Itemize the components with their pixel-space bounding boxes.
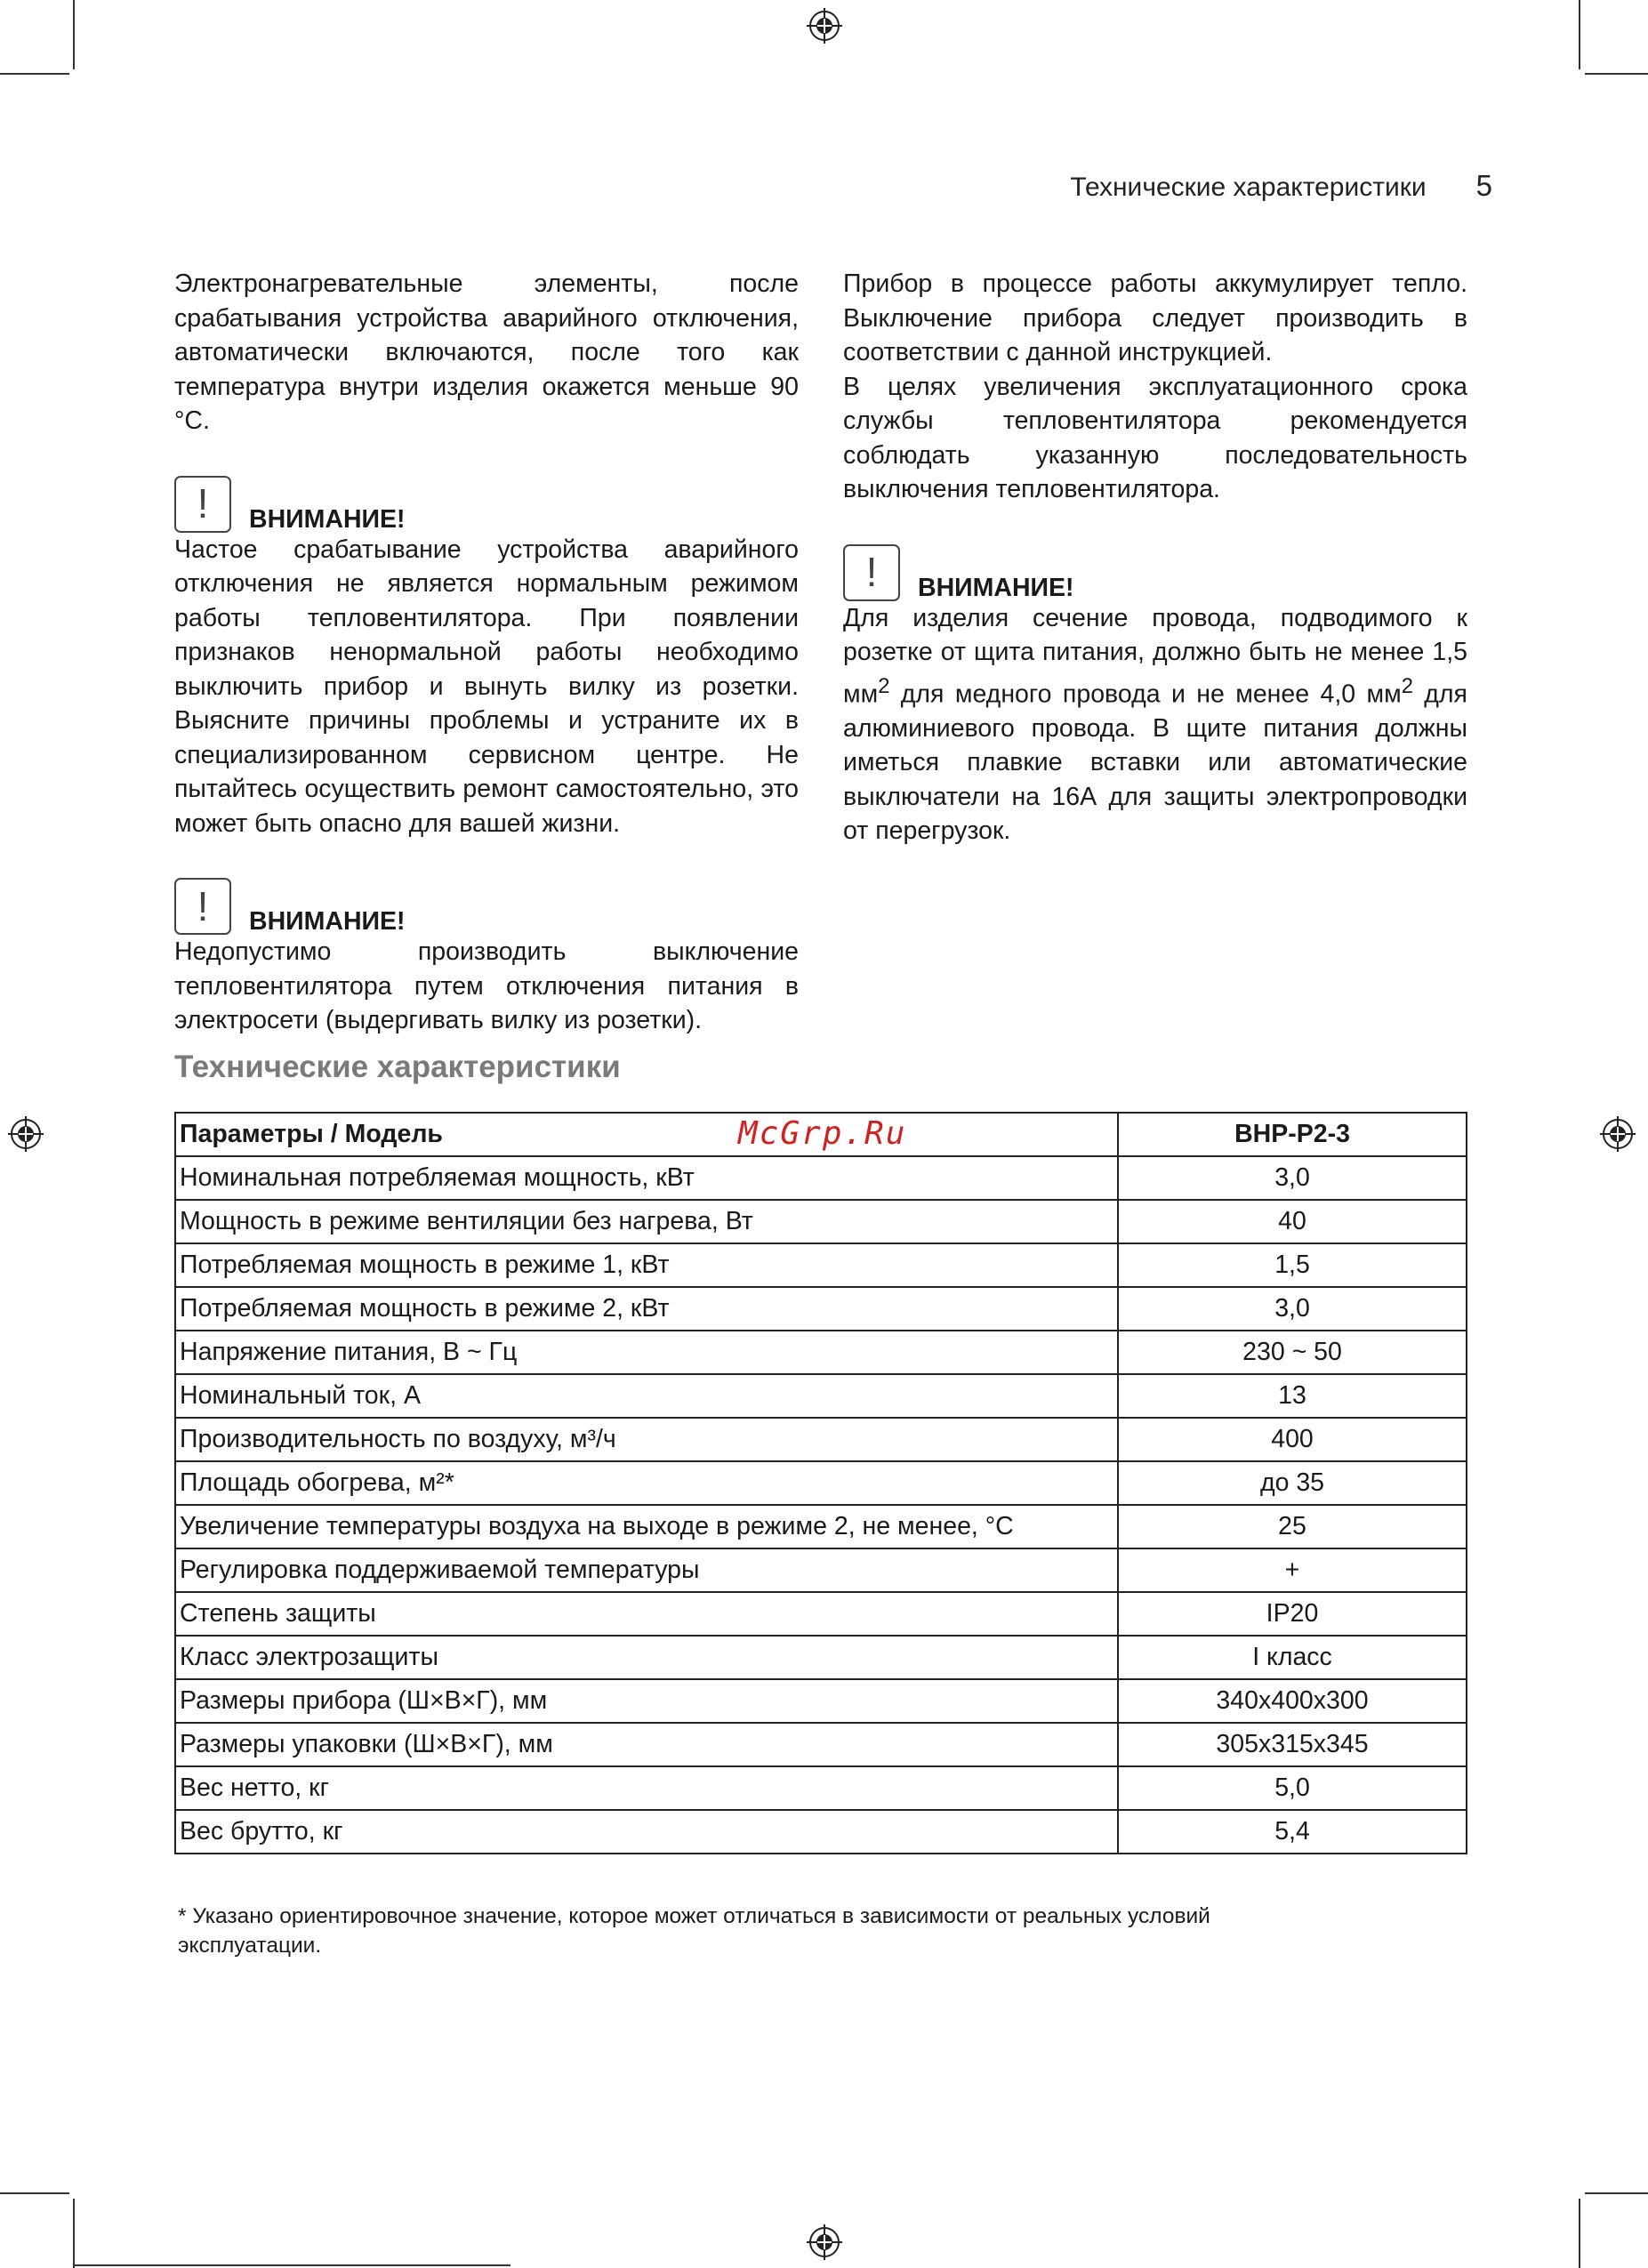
param-cell: Увеличение температуры воздуха на выходе в режиме 2, не менее, °C	[175, 1505, 1118, 1548]
header-section-title: Технические характеристики	[1070, 173, 1427, 202]
param-cell: Потребляемая мощность в режиме 2, кВт	[175, 1287, 1118, 1331]
table-row	[175, 1723, 1467, 1766]
warning-text: Частое срабатывание устройства аварийного отключения не является нормальным режимом работы тепловентилятора. При появлении признаков ненормальной работы необходимо выключить прибор и вынуть вилку из розетки. Выясните причины проблемы и устраните их в специализированном сервисном центре. Не пытайтесь осуществить ремонт самостоятельно, это может быть опасно для вашей жизни.	[174, 535, 799, 838]
exclamation-icon: !	[174, 476, 231, 533]
registration-mark-icon	[6, 1114, 45, 1154]
footnote: * Указано ориентировочное значение, которое может отличаться в зависимости от реальных условий эксплуатации.	[178, 1904, 1210, 1958]
param-cell: Регулировка поддерживаемой температуры	[175, 1548, 1118, 1592]
value-cell: 13	[1118, 1374, 1467, 1418]
value-cell: 3,0	[1118, 1287, 1467, 1331]
value-cell: 5,4	[1118, 1810, 1467, 1854]
page-number: 5	[1475, 169, 1492, 202]
wiring-text-part: для медного провода и не менее 4,0 мм	[889, 680, 1402, 708]
warning-title: ВНИМАНИЕ!	[249, 907, 406, 936]
value-cell: 340x400x300	[1118, 1679, 1467, 1723]
param-cell: Номинальный ток, А	[175, 1374, 1118, 1418]
table-row	[175, 1287, 1467, 1331]
table-row	[175, 1766, 1467, 1810]
crop-mark	[1585, 2192, 1648, 2194]
param-cell: Вес брутто, кг	[175, 1810, 1118, 1854]
crop-mark	[1585, 73, 1648, 75]
warning-title: ВНИМАНИЕ!	[249, 504, 406, 534]
intro-paragraph: Электронагревательные элементы, после срабатывания устройства аварийного отключения, автоматически включаются, после того как температура внутри изделия окажется меньше 90 °C.	[174, 269, 799, 435]
registration-mark-icon	[805, 6, 844, 45]
param-cell: Степень защиты	[175, 1592, 1118, 1636]
table-row	[175, 1810, 1467, 1854]
param-cell: Потребляемая мощность в режиме 1, кВт	[175, 1243, 1118, 1287]
warning-text: Недопустимо производить выключение тепловентилятора путем отключения питания в электросети (выдергивать вилку из розетки).	[174, 937, 799, 1034]
header-param-cell: Параметры / Модель	[175, 1113, 1118, 1156]
warning-header	[843, 539, 1467, 601]
param-cell: Площадь обогрева, м²*	[175, 1461, 1118, 1505]
value-cell: 3,0	[1118, 1156, 1467, 1200]
table-row	[175, 1418, 1467, 1461]
crop-mark	[73, 0, 75, 69]
value-cell: I класс	[1118, 1636, 1467, 1679]
service-life-paragraph: В целях увеличения эксплуатационного срока службы тепловентилятора рекомендуется соблюдать указанную последовательность выключения тепловентилятора.	[843, 372, 1467, 503]
wiring-text-part: для алюминиевого провода. В щите питания должны иметься плавкие вставки или автоматические выключатели на 16А для защиты электропроводки от перегрузок.	[843, 680, 1467, 845]
value-cell: 400	[1118, 1418, 1467, 1461]
value-cell: 40	[1118, 1200, 1467, 1243]
superscript: 2	[1401, 673, 1413, 698]
value-cell: 25	[1118, 1505, 1467, 1548]
table-row	[175, 1636, 1467, 1679]
exclamation-icon: !	[843, 544, 900, 601]
registration-mark-icon	[1598, 1114, 1637, 1154]
table-row	[175, 1156, 1467, 1200]
table-row	[175, 1505, 1467, 1548]
crop-mark	[0, 2192, 69, 2194]
superscript: 2	[878, 673, 890, 698]
specs-table	[174, 1112, 1467, 1854]
table-row	[175, 1200, 1467, 1243]
param-cell: Производительность по воздуху, м³/ч	[175, 1418, 1118, 1461]
param-cell: Размеры упаковки (Ш×В×Г), мм	[175, 1723, 1118, 1766]
running-header	[1023, 169, 1492, 203]
value-cell: 1,5	[1118, 1243, 1467, 1287]
param-cell: Номинальная потребляемая мощность, кВт	[175, 1156, 1118, 1200]
table-row	[175, 1243, 1467, 1287]
warning-block	[174, 873, 799, 1038]
table-row	[175, 1679, 1467, 1723]
right-column	[843, 267, 1467, 848]
registration-mark-icon	[805, 2223, 844, 2262]
warning-header	[174, 470, 799, 533]
crop-mark	[75, 2264, 510, 2266]
param-cell: Напряжение питания, В ~ Гц	[175, 1331, 1118, 1374]
param-cell: Класс электрозащиты	[175, 1636, 1118, 1679]
value-cell: до 35	[1118, 1461, 1467, 1505]
param-cell: Размеры прибора (Ш×В×Г), мм	[175, 1679, 1118, 1723]
table-row	[175, 1592, 1467, 1636]
exclamation-icon: !	[174, 878, 231, 935]
warning-block	[843, 539, 1467, 848]
param-cell: Вес нетто, кг	[175, 1766, 1118, 1810]
table-row	[175, 1331, 1467, 1374]
crop-mark	[1579, 0, 1580, 69]
value-cell: 305x315x345	[1118, 1723, 1467, 1766]
crop-mark	[1579, 2199, 1580, 2268]
header-model-cell: BHP-P2-3	[1118, 1113, 1467, 1156]
value-cell: 230 ~ 50	[1118, 1331, 1467, 1374]
param-cell: Мощность в режиме вентиляции без нагрева, Вт	[175, 1200, 1118, 1243]
value-cell: +	[1118, 1548, 1467, 1592]
accumulation-paragraph: Прибор в процессе работы аккумулирует тепло. Выключение прибора следует производить в соответствии с данной инструкцией.	[843, 269, 1467, 366]
table-row	[175, 1461, 1467, 1505]
table-row	[175, 1374, 1467, 1418]
specs-section-title: Технические характеристики	[174, 1050, 621, 1084]
crop-mark	[0, 73, 69, 75]
value-cell: IP20	[1118, 1592, 1467, 1636]
left-column	[174, 267, 799, 1038]
crop-mark	[73, 2199, 75, 2268]
wiring-warning-text	[843, 601, 1467, 848]
value-cell: 5,0	[1118, 1766, 1467, 1810]
watermark-text: McGrp.Ru	[738, 1115, 907, 1152]
table-row	[175, 1548, 1467, 1592]
wiring-text-part: Для изделия сечение провода, подводимого к розетке от щита питания, должно быть не менее 1,5 мм	[843, 603, 1467, 708]
warning-title: ВНИМАНИЕ!	[918, 573, 1074, 602]
warning-block	[174, 470, 799, 841]
warning-header	[174, 873, 799, 935]
